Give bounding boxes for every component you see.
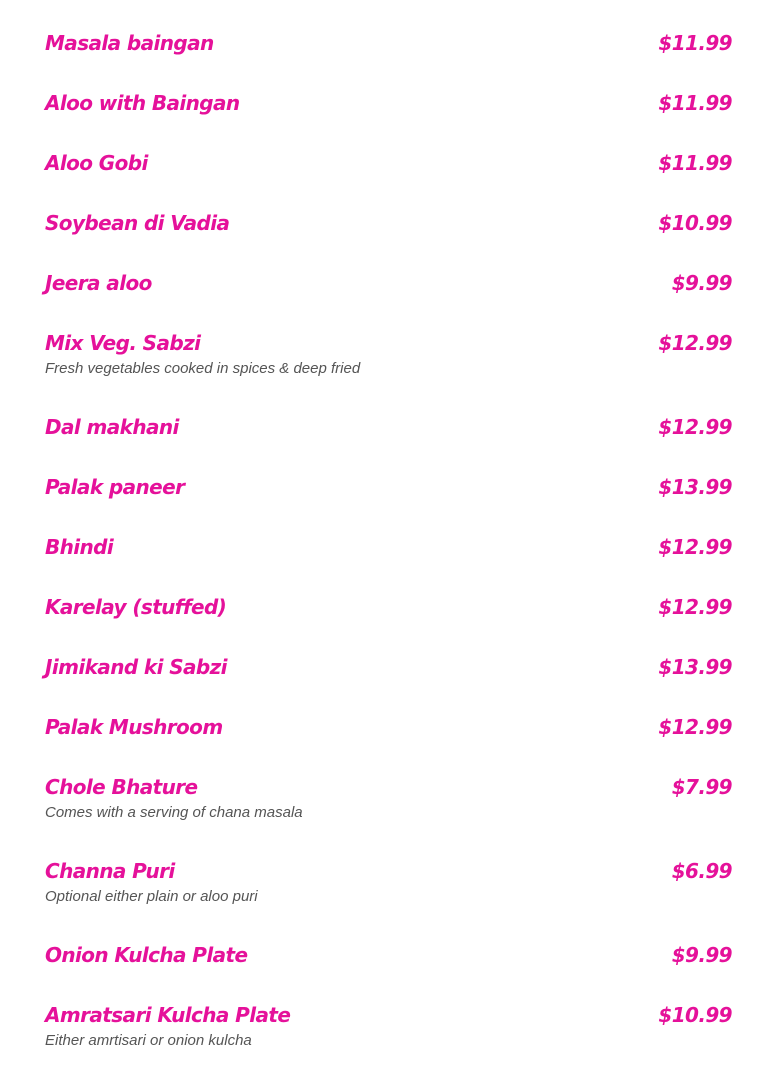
menu-item-name: Chole Bhature [45, 775, 198, 799]
menu-item-row [45, 27, 732, 59]
menu-item-row [45, 531, 732, 563]
menu-item-row [45, 87, 732, 119]
menu-item-row [45, 207, 732, 239]
menu-item-name: Dal makhani [45, 415, 179, 439]
menu-item-price: $12.99 [658, 595, 732, 619]
menu-item [45, 147, 732, 207]
menu-item-name: Bhindi [45, 535, 114, 559]
menu-item [45, 855, 732, 939]
menu-item-name: Palak paneer [45, 475, 185, 499]
menu-item-name: Onion Kulcha Plate [45, 943, 248, 967]
menu-item-price: $11.99 [658, 91, 732, 115]
menu-item-description: Optional either plain or aloo puri [45, 888, 258, 905]
menu-item-row [45, 471, 732, 503]
menu-item-row [45, 591, 732, 623]
menu-item-row [45, 411, 732, 443]
menu-item-row [45, 855, 732, 887]
menu-item-price: $9.99 [671, 943, 732, 967]
menu-item [45, 267, 732, 327]
menu-item [45, 411, 732, 471]
menu-item-name: Channa Puri [45, 859, 175, 883]
menu-item-name: Mix Veg. Sabzi [45, 331, 201, 355]
menu-item-row [45, 999, 732, 1031]
menu-item-name: Aloo with Baingan [45, 91, 240, 115]
menu-item [45, 207, 732, 267]
menu-item-name: Aloo Gobi [45, 151, 148, 175]
menu-item-price: $10.99 [658, 1003, 732, 1027]
menu-item-description: Fresh vegetables cooked in spices & deep fried [45, 360, 361, 377]
menu-item-price: $6.99 [671, 859, 732, 883]
menu-item-price: $12.99 [658, 715, 732, 739]
menu-item-name: Masala baingan [45, 31, 214, 55]
menu-item-price: $9.99 [671, 271, 732, 295]
menu-item-row [45, 711, 732, 743]
menu-item [45, 327, 732, 411]
menu-item-row [45, 147, 732, 179]
menu-item-price: $7.99 [671, 775, 732, 799]
menu-item [45, 939, 732, 999]
menu-item-row [45, 939, 732, 971]
menu-item [45, 87, 732, 147]
menu-item-name: Palak Mushroom [45, 715, 223, 739]
menu-item-price: $11.99 [658, 31, 732, 55]
menu-item-name: Karelay (stuffed) [45, 595, 227, 619]
menu-item-name: Jeera aloo [45, 271, 152, 295]
menu-item-name: Jimikand ki Sabzi [45, 655, 227, 679]
menu-item-row [45, 267, 732, 299]
menu-item-description: Comes with a serving of chana masala [45, 804, 303, 821]
menu-item [45, 771, 732, 855]
menu-item-row [45, 771, 732, 803]
menu-list [45, 27, 732, 1083]
menu-item [45, 531, 732, 591]
menu-item-description: Either amrtisari or onion kulcha [45, 1032, 252, 1049]
menu-item-name: Soybean di Vadia [45, 211, 230, 235]
menu-item [45, 471, 732, 531]
menu-item-row [45, 651, 732, 683]
menu-item-price: $12.99 [658, 415, 732, 439]
menu-item-price: $10.99 [658, 211, 732, 235]
menu-item [45, 999, 732, 1083]
menu-item-price: $12.99 [658, 535, 732, 559]
menu-item-row [45, 327, 732, 359]
menu-item-price: $11.99 [658, 151, 732, 175]
menu-item [45, 651, 732, 711]
menu-item-price: $13.99 [658, 475, 732, 499]
menu-item [45, 711, 732, 771]
menu-item-name: Amratsari Kulcha Plate [45, 1003, 291, 1027]
menu-item-price: $12.99 [658, 331, 732, 355]
menu-item [45, 27, 732, 87]
menu-item [45, 591, 732, 651]
menu-item-price: $13.99 [658, 655, 732, 679]
